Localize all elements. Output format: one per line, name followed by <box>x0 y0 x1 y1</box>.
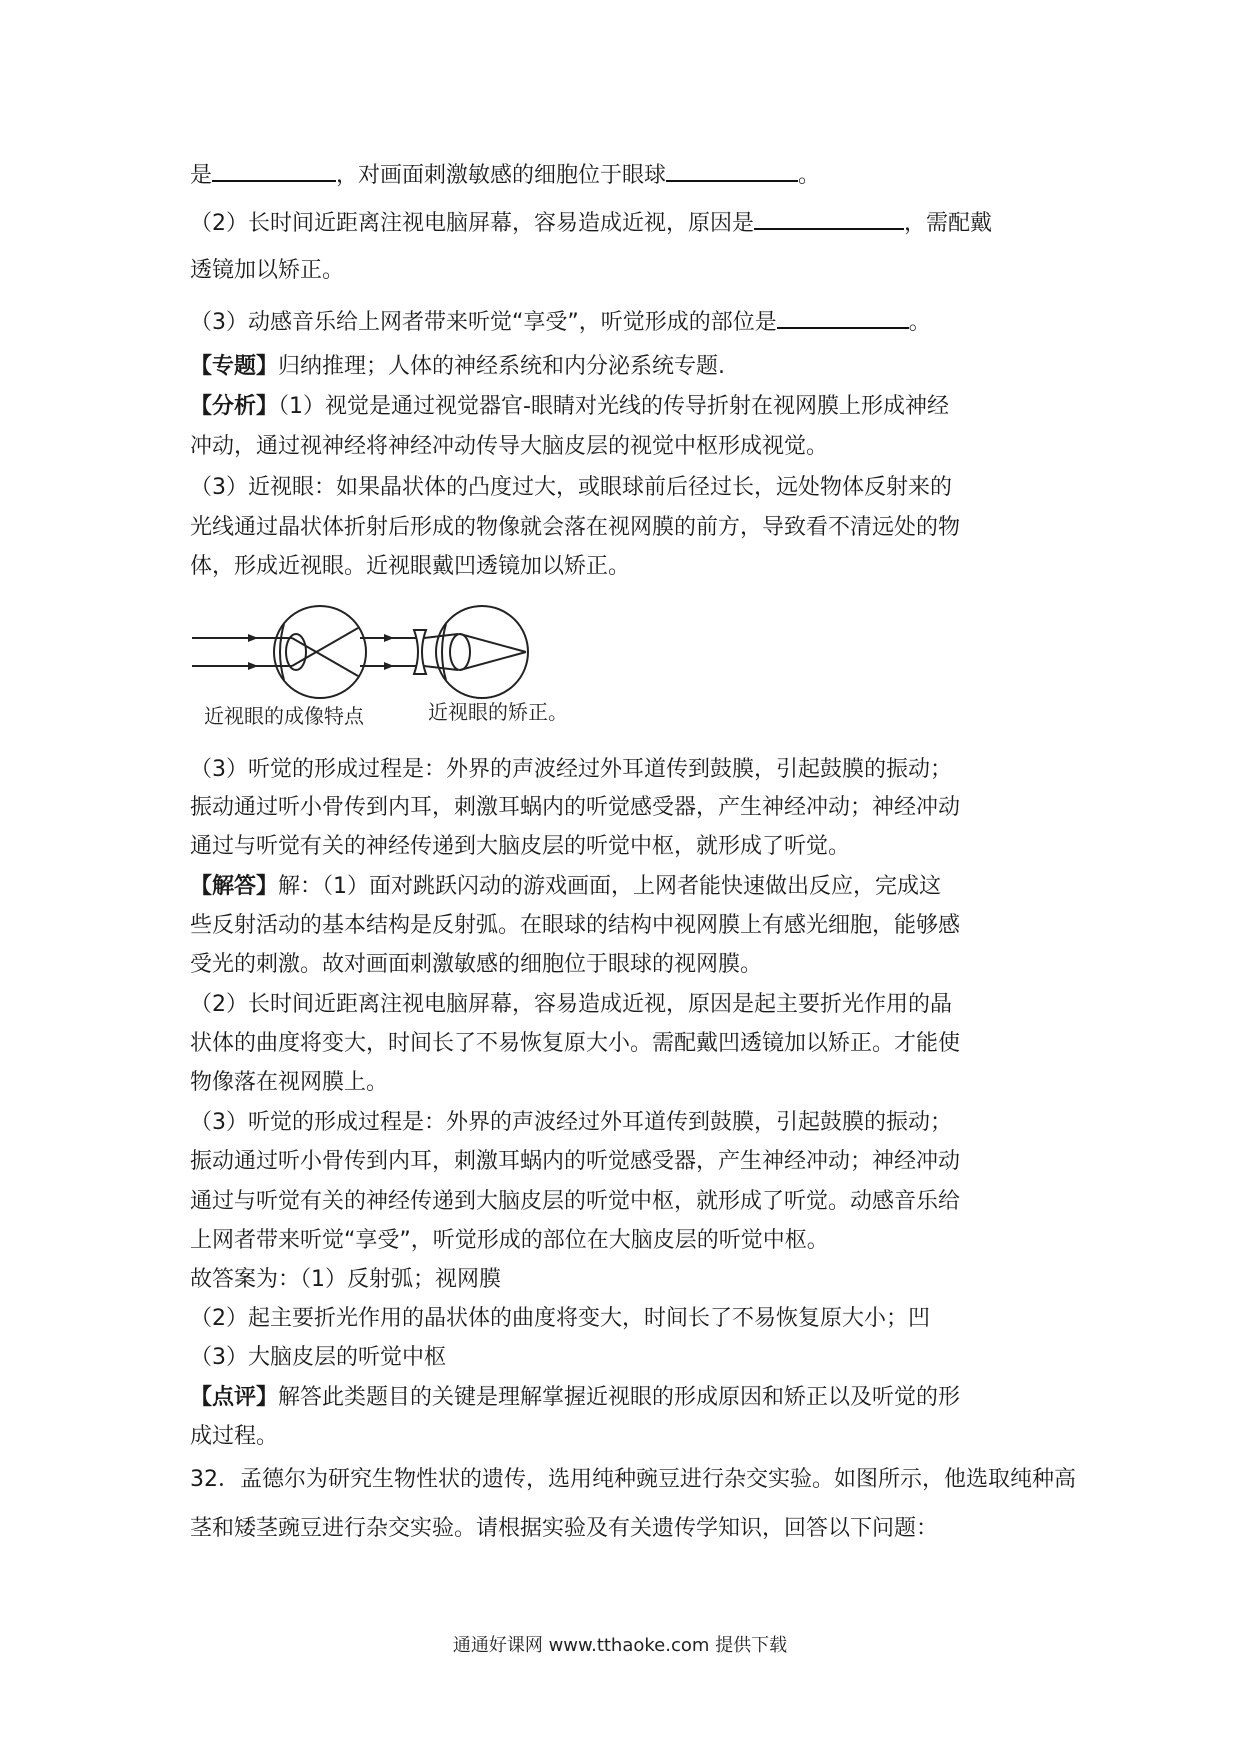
text-span: （1）视觉是通过视觉器官-眼睛对光线的传导折射在视网膜上形成神经 <box>278 394 949 419</box>
text-line <box>190 352 725 382</box>
text-span: （3）动感音乐给上网者带来听觉“享受”，听觉形成的部位是 <box>190 310 777 335</box>
lens-shape <box>450 634 470 670</box>
light-ray <box>424 666 458 670</box>
section-tag: 【解答】 <box>190 874 279 899</box>
text-line: 冲动，通过视神经将神经冲动传导大脑皮层的视觉中枢形成视觉。 <box>190 434 829 459</box>
arrow-head <box>248 634 258 642</box>
text-line: 通过与听觉有关的神经传递到大脑皮层的听觉中枢，就形成了听觉。动感音乐给 <box>190 1189 961 1214</box>
light-ray <box>424 634 458 638</box>
myopia-figure <box>188 600 568 734</box>
answer-blank <box>666 160 798 182</box>
text-line: 光线通过晶状体折射后形成的物像就会落在视网膜的前方，导致看不清远处的物 <box>190 515 961 540</box>
section-tag: 【专题】 <box>190 354 279 379</box>
concave-lens-shape <box>414 630 426 674</box>
text-line: 些反射活动的基本结构是反射弧。在眼球的结构中视网膜上有感光细胞，能够感 <box>190 913 961 938</box>
text-span: 解：（1）面对跳跃闪动的游戏画面，上网者能快速做出反应，完成这 <box>278 874 942 899</box>
text-line <box>190 307 931 338</box>
text-span: 是 <box>190 163 213 188</box>
light-ray <box>292 638 358 676</box>
arrow-head <box>248 662 258 670</box>
text-span: 。 <box>798 163 821 188</box>
text-span: 归纳推理；人体的神经系统和内分泌系统专题. <box>278 354 726 379</box>
text-line: 通过与听觉有关的神经传递到大脑皮层的听觉中枢，就形成了听觉。 <box>190 834 851 859</box>
question-line: 32．孟德尔为研究生物性状的遗传，选用纯种豌豆进行杂交实验。如图所示，他选取纯种高 <box>190 1467 1076 1492</box>
figure-caption-right: 近视眼的矫正。 <box>428 700 568 724</box>
text-line: （3）近视眼：如果晶状体的凸度过大，或眼球前后径过长，远处物体反射来的 <box>190 475 952 500</box>
text-line <box>190 392 949 422</box>
text-line <box>190 160 820 191</box>
text-span: （2）长时间近距离注视电脑屏幕，容易造成近视，原因是 <box>190 211 754 236</box>
text-line: 振动通过听小骨传到内耳，刺激耳蜗内的听觉感受器，产生神经冲动；神经冲动 <box>190 795 961 820</box>
text-line: 故答案为：（1）反射弧；视网膜 <box>190 1267 501 1292</box>
text-line: 状体的曲度将变大，时间长了不易恢复原大小。需配戴凹透镜加以矫正。才能使 <box>190 1031 961 1056</box>
text-span: 。 <box>908 310 931 335</box>
text-line: （3）大脑皮层的听觉中枢 <box>190 1345 446 1370</box>
text-span: ，需配戴 <box>904 211 993 236</box>
text-line: （3）听觉的形成过程是：外界的声波经过外耳道传到鼓膜，引起鼓膜的振动； <box>190 757 952 782</box>
text-line: （3）听觉的形成过程是：外界的声波经过外耳道传到鼓膜，引起鼓膜的振动； <box>190 1110 952 1135</box>
answer-blank <box>212 160 336 182</box>
light-ray <box>292 628 358 666</box>
arrow-head <box>384 634 394 642</box>
text-line <box>190 208 992 239</box>
text-line <box>190 1383 960 1413</box>
question-line: 茎和矮茎豌豆进行杂交实验。请根据实验及有关遗传学知识，回答以下问题： <box>190 1516 939 1541</box>
answer-blank <box>777 307 909 329</box>
text-line: （2）长时间近距离注视电脑屏幕，容易造成近视，原因是起主要折光作用的晶 <box>190 992 952 1017</box>
text-line: 上网者带来听觉“享受”，听觉形成的部位在大脑皮层的听觉中枢。 <box>190 1228 829 1253</box>
eyeball-shape <box>274 606 366 698</box>
arrow-head <box>384 662 394 670</box>
text-line: 成过程。 <box>190 1424 279 1449</box>
answer-blank <box>754 208 904 230</box>
section-tag: 【点评】 <box>190 1385 279 1410</box>
figure-caption-left: 近视眼的成像特点 <box>204 704 364 728</box>
page-footer: 通通好课网 www.tthaoke.com 提供下载 <box>452 1635 788 1656</box>
text-span: ，对画面刺激敏感的细胞位于眼球 <box>336 163 667 188</box>
text-line: 振动通过听小骨传到内耳，刺激耳蜗内的听觉感受器，产生神经冲动；神经冲动 <box>190 1149 961 1174</box>
text-line: 物像落在视网膜上。 <box>190 1070 389 1095</box>
cornea-shape <box>280 624 284 680</box>
cornea-shape <box>442 624 446 680</box>
text-line: 体，形成近视眼。近视眼戴凹透镜加以矫正。 <box>190 554 631 579</box>
section-tag: 【分析】 <box>190 394 279 419</box>
text-line: 透镜加以矫正。 <box>190 258 345 283</box>
text-line: （2）起主要折光作用的晶状体的曲度将变大，时间长了不易恢复原大小；凹 <box>190 1306 930 1331</box>
text-span: 解答此类题目的关键是理解掌握近视眼的形成原因和矫正以及听觉的形 <box>278 1385 961 1410</box>
text-line <box>190 872 941 902</box>
text-line: 受光的刺激。故对画面刺激敏感的细胞位于眼球的视网膜。 <box>190 952 763 977</box>
